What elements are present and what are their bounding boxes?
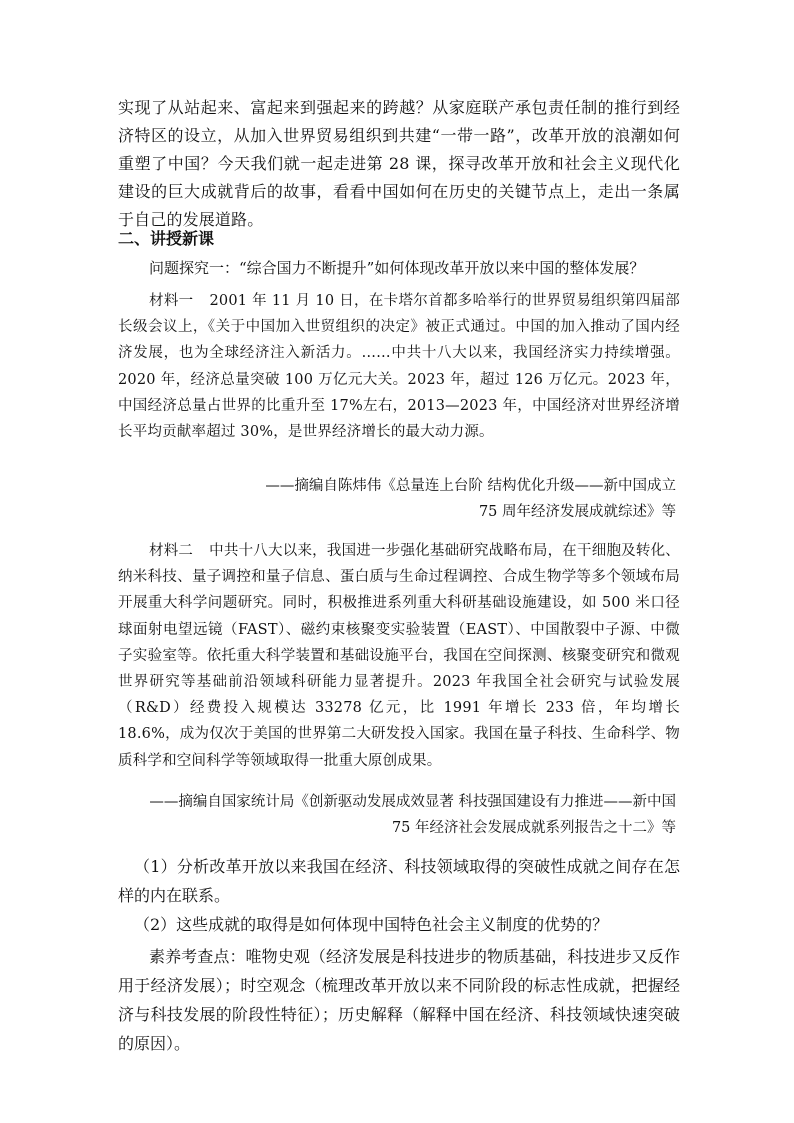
material-one-label: 材料一: [149, 293, 194, 309]
material-two-body: 中共十八大以来，我国进一步强化基础研究战略布局，在干细胞及转化、纳米科技、量子调控和量子信息、蛋白质与生命过程调控、合成生物学等多个领域布局开展重大科学问题研究。同时，积极推进系列重大科研基础设施建设，如 500 米口径球面射电望远镜（FAST）、磁约束核聚变实验装置（EAST）、中国散裂中子源、中微子实验室等。依托重大科学装置和基础设施平台，我国在空间探测、核聚变研究和微观世界研究等基础前沿领域科研能力显著提升。2023 年我国全社会研究与试验发展（R&D）经费投入规模达 33278 亿元，比 1991 年增长 233 倍，年均增长 18.6%，成为仅次于美国的世界第二大研发投入国家。我国在量子科技、生命科学、物质科学和空间科学等领域取得一批重大原创成果。: [118, 543, 680, 769]
section-heading: 二、讲授新课: [118, 229, 215, 248]
material-two: [118, 538, 680, 774]
checkpoint-text: 素养考查点：唯物史观（经济发展是科技进步的物质基础，科技进步又反作用于经济发展）；时空观念（梳理改革开放以来不同阶段的标志性成就，把握经济与科技发展的阶段性特征）；历史解释（解释中国在经济、科技领域快速突破的原因）。: [118, 947, 680, 1053]
question-title: 问题探究一：“综合国力不断提升”如何体现改革开放以来中国的整体发展？: [149, 259, 645, 277]
intro-section: [118, 94, 680, 234]
material-one-source: [116, 473, 676, 525]
material-one-body: 2001 年 11 月 10 日，在卡塔尔首都多哈举行的世界贸易组织第四届部长级会议上，《关于中国加入世贸组织的决定》被正式通过。中国的加入推动了国内经济发展，也为全球经济注入新活力。……中共十八大以来，我国经济实力持续增强。2020 年，经济总量突破 100 万亿元大关。2023 年，超过 126 万亿元。2023 年，中国经济总量占世界的比重升至 17%左右，2013—2023 年，中国经济对世界经济增长平均贡献率超过 30%，是世界经济增长的最大动力源。: [118, 293, 680, 441]
material-two-paragraph: [118, 538, 680, 774]
material-one-source-line-1: ——摘编自陈炜伟《总量连上台阶 结构优化升级——新中国成立: [265, 478, 676, 494]
material-two-source-line-2: 75 年经济社会发展成就系列报告之十二》等: [391, 820, 676, 836]
material-two-source-line-1: ——摘编自国家统计局《创新驱动发展成效显著 科技强国建设有力推进——新中国: [149, 794, 676, 810]
material-one: [118, 288, 680, 445]
competency-checkpoint: [118, 942, 680, 1058]
intro-paragraph: 实现了从站起来、富起来到强起来的跨越？从家庭联产承包责任制的推行到经济特区的设立，从加入世界贸易组织到共建“一带一路”，改革开放的浪潮如何重塑了中国？今天我们就一起走进第 28 课，探寻改革开放和社会主义现代化建设的巨大成就背后的故事，看看中国如何在历史的关键节点上，走出一条属于自己的发展道路。: [118, 98, 680, 229]
material-one-source-line-2: 75 周年经济发展成就综述》等: [478, 504, 676, 520]
sub-question-2: （2）这些成就的取得是如何体现中国特色社会主义制度的优势的？: [134, 915, 609, 934]
sub-question-1: （1）分析改革开放以来我国在经济、科技领域取得的突破性成就之间存在怎样的内在联系。: [118, 857, 680, 905]
material-one-paragraph: [118, 288, 680, 445]
sub-questions: [118, 852, 680, 939]
material-two-source: [116, 789, 676, 841]
material-two-label: 材料二: [149, 543, 194, 559]
